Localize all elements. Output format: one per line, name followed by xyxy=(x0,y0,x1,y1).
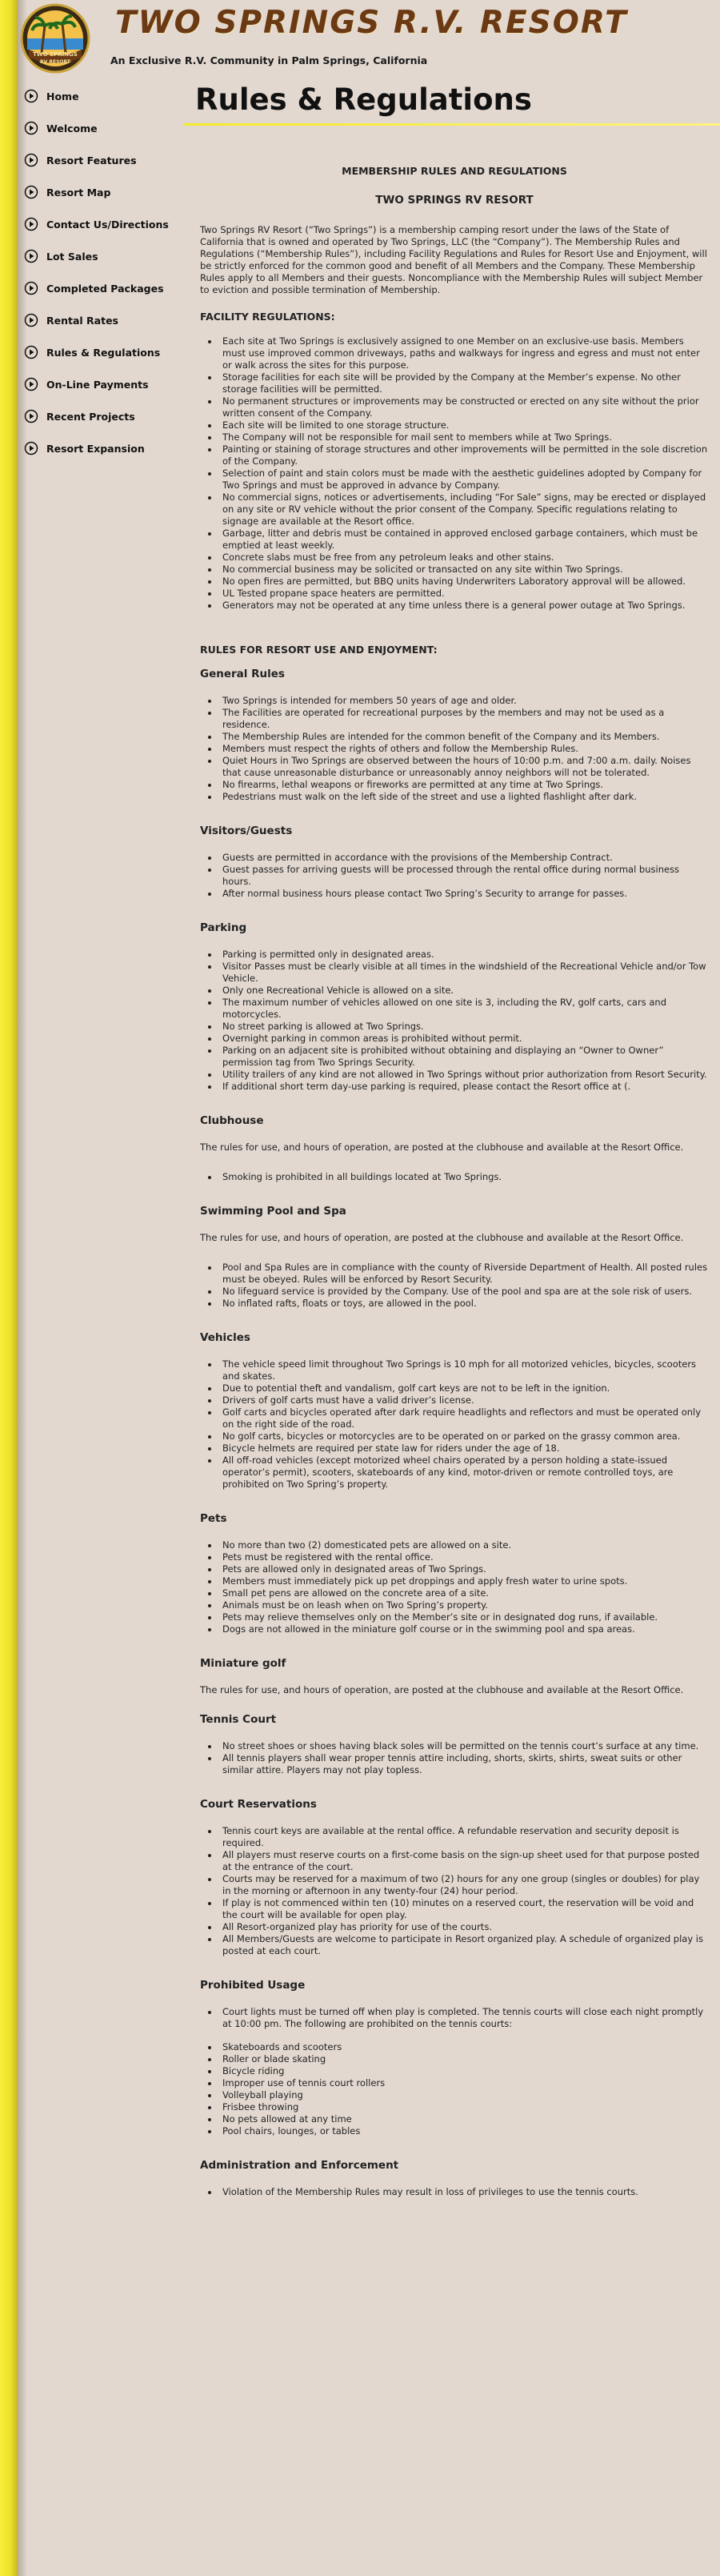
list-item: • Painting or staining of storage structures and other improvements will be permitted in the sole discretion of the Company. xyxy=(219,443,709,467)
list-item: • Storage facilities for each site will be provided by the Company at the Member’s expense. No other storage facilities will be permitted. xyxy=(219,371,709,395)
play-arrow-icon xyxy=(24,409,38,423)
list-item: • Two Springs is intended for members 50 years of age and older. xyxy=(219,695,709,707)
pool-list xyxy=(200,1262,709,1310)
nav-label: Home xyxy=(46,90,79,102)
play-arrow-icon xyxy=(24,185,38,199)
pool-heading: Swimming Pool and Spa xyxy=(200,1205,346,1218)
play-arrow-icon xyxy=(24,313,38,327)
nav-label: On-Line Payments xyxy=(46,378,149,391)
tennis-list xyxy=(200,1740,709,1776)
nav-item-contact[interactable] xyxy=(24,208,184,240)
golf-text: The rules for use, and hours of operation, are posted at the clubhouse and available at the Resort Office. xyxy=(200,1684,684,1695)
list-item: • Guest passes for arriving guests will be processed through the rental office during normal business hours. xyxy=(219,864,709,888)
prohibited-list xyxy=(200,2041,709,2137)
nav-item-rules[interactable] xyxy=(24,336,184,368)
facility-heading: FACILITY REGULATIONS: xyxy=(200,311,335,323)
nav-item-completed-packages[interactable] xyxy=(24,272,184,304)
general-rules-list xyxy=(200,695,709,803)
logo-text-top: TWO SPRINGS xyxy=(33,51,78,58)
nav-item-online-payments[interactable] xyxy=(24,368,184,400)
play-arrow-icon xyxy=(24,249,38,263)
site-title: TWO SPRINGS R.V. RESORT xyxy=(115,5,628,41)
list-item: • Guests are permitted in accordance with the provisions of the Membership Contract. xyxy=(219,852,709,864)
list-item: • Parking is permitted only in designated areas. xyxy=(219,949,709,961)
list-item: • Due to potential theft and vandalism, golf cart keys are not to be left in the ignition. xyxy=(219,1382,709,1394)
rules-content xyxy=(200,165,709,2221)
nav-item-welcome[interactable] xyxy=(24,112,184,144)
list-item: • No firearms, lethal weapons or fireworks are permitted at any time at Two Springs. xyxy=(219,779,709,791)
heading-underline xyxy=(184,123,720,126)
clubhouse-text: The rules for use, and hours of operation, are posted at the clubhouse and available at the Resort Office. xyxy=(200,1142,684,1153)
nav-item-resort-features[interactable] xyxy=(24,144,184,176)
list-item: • The vehicle speed limit throughout Two Springs is 10 mph for all motorized vehicles, bicycles, scooters and skates. xyxy=(219,1358,709,1382)
list-item: • No pets allowed at any time xyxy=(219,2113,709,2125)
play-arrow-icon xyxy=(24,121,38,135)
reservations-heading: Court Reservations xyxy=(200,1798,317,1811)
admin-heading: Administration and Enforcement xyxy=(200,2159,399,2172)
list-item: • Parking on an adjacent site is prohibited without obtaining and displaying an “Owner to Owner” permission tag from Two Springs Security. xyxy=(219,1045,709,1069)
nav-item-lot-sales[interactable] xyxy=(24,240,184,272)
clubhouse-heading: Clubhouse xyxy=(200,1114,264,1127)
list-item: • Utility trailers of any kind are not allowed in Two Springs without prior authorization from Resort Security. xyxy=(219,1069,709,1081)
site-tagline: An Exclusive R.V. Community in Palm Springs, California xyxy=(110,54,428,66)
list-item: • Dogs are not allowed in the miniature golf course or in the swimming pool and spa areas. xyxy=(219,1623,709,1635)
nav-item-resort-expansion[interactable] xyxy=(24,432,184,464)
nav-label: Completed Packages xyxy=(46,282,164,295)
list-item: • The Membership Rules are intended for the common benefit of the Company and its Members. xyxy=(219,731,709,743)
play-arrow-icon xyxy=(24,377,38,391)
admin-list xyxy=(200,2186,709,2198)
nav-label: Resort Features xyxy=(46,154,137,167)
nav-label: Resort Map xyxy=(46,186,111,199)
list-item: • Small pet pens are allowed on the concrete area of a site. xyxy=(219,1587,709,1599)
play-arrow-icon xyxy=(24,153,38,167)
list-item: • No open fires are permitted, but BBQ units having Underwriters Laboratory approval will be allowed. xyxy=(219,576,709,588)
nav-item-home[interactable] xyxy=(24,80,184,112)
vehicles-list xyxy=(200,1358,709,1491)
list-item: • Bicycle helmets are required per state law for riders under the age of 18. xyxy=(219,1442,709,1455)
list-item: • Volleyball playing xyxy=(219,2089,709,2101)
play-arrow-icon xyxy=(24,281,38,295)
list-item: • Each site at Two Springs is exclusively assigned to one Member on an exclusive-use basis. Members must use improved common driveways, paths and walkways for ingress and egress and must not enter or walk across the sites for this purpose. xyxy=(219,335,709,371)
list-item: • All tennis players shall wear proper tennis attire including, shorts, skirts, shirts, sweat suits or other similar attire. Players may not play topless. xyxy=(219,1752,709,1776)
list-item: • Only one Recreational Vehicle is allowed on a site. xyxy=(219,985,709,997)
nav-item-resort-map[interactable] xyxy=(24,176,184,208)
list-item: • Roller or blade skating xyxy=(219,2053,709,2065)
nav-label: Lot Sales xyxy=(46,250,98,263)
list-item: • UL Tested propane space heaters are permitted. xyxy=(219,588,709,600)
list-item: • Tennis court keys are available at the rental office. A refundable reservation and security deposit is required. xyxy=(219,1825,709,1849)
general-rules-heading: General Rules xyxy=(200,668,285,680)
pets-list xyxy=(200,1539,709,1635)
nav-label: Rental Rates xyxy=(46,314,119,327)
list-item: • Generators may not be operated at any time unless there is a general power outage at Two Springs. xyxy=(219,600,709,612)
list-item: • If additional short term day-use parking is required, please contact the Resort office at (. xyxy=(219,1081,709,1093)
list-item: • Golf carts and bicycles operated after dark require headlights and reflectors and must be operated only on the right side of the road. xyxy=(219,1406,709,1430)
nav-item-rental-rates[interactable] xyxy=(24,304,184,336)
list-item: • No street parking is allowed at Two Springs. xyxy=(219,1021,709,1033)
list-item: • Bicycle riding xyxy=(219,2065,709,2077)
clubhouse-list xyxy=(200,1171,709,1183)
list-item: • Frisbee throwing xyxy=(219,2101,709,2113)
list-item: • Improper use of tennis court rollers xyxy=(219,2077,709,2089)
list-item: • No commercial signs, notices or advertisements, including “For Sale” signs, may be erected or displayed on any site or RV vehicle without the prior consent of the Company. Specific regulations relating to signage are available at the Resort office. xyxy=(219,492,709,528)
page-title: Rules & Regulations xyxy=(195,82,532,117)
list-item: • The Company will not be responsible for mail sent to members while at Two Springs. xyxy=(219,431,709,443)
list-item: • No golf carts, bicycles or motorcycles are to be operated on or parked on the grassy common area. xyxy=(219,1430,709,1442)
list-item: • All off-road vehicles (except motorized wheel chairs operated by a person holding a state-issued operator’s permit), scooters, skateboards of any kind, motor-driven or remote controlled toys, are prohibited on Two Spring’s property. xyxy=(219,1455,709,1491)
resort-logo[interactable] xyxy=(18,3,93,74)
list-item: • After normal business hours please contact Two Spring’s Security to arrange for passes. xyxy=(219,888,709,900)
play-arrow-icon xyxy=(24,441,38,455)
list-item: • No commercial business may be solicited or transacted on any site within Two Springs. xyxy=(219,564,709,576)
list-item: • Quiet Hours in Two Springs are observed between the hours of 10:00 p.m. and 7:00 a.m. daily. Noises that cause unreasonable disturbance or unreasonably annoy neighbors will not be tolerated. xyxy=(219,755,709,779)
prohibited-lead-list xyxy=(200,2006,709,2030)
nav-label: Welcome xyxy=(46,122,98,134)
list-item: • No inflated rafts, floats or toys, are allowed in the pool. xyxy=(219,1298,709,1310)
logo-text-bottom: RV RESORT xyxy=(40,59,70,65)
list-item: • All Members/Guests are welcome to participate in Resort organized play. A schedule of organized play is posted at each court. xyxy=(219,1933,709,1957)
intro-paragraph: Two Springs RV Resort (“Two Springs”) is a membership camping resort under the laws of the State of California that is owned and operated by Two Springs, LLC (the “Company”). The Membership Rules and Regulations (“Membership Rules”), including Facility Regulations and Rules for Resort Use and Enjoyment, will be strictly enforced for the common good and benefit of all Members and the Company. These Membership Rules apply to all Members and their guests. Noncompliance with the Membership Rules will subject Member to eviction and possible termination of Membership. xyxy=(200,224,707,295)
left-accent-bar xyxy=(0,0,18,2576)
list-item: • Courts may be reserved for a maximum of two (2) hours for any one group (singles or doubles) for play in the morning or afternoon in any twenty-four (24) hour period. xyxy=(219,1873,709,1897)
parking-heading: Parking xyxy=(200,921,247,934)
list-item: • Garbage, litter and debris must be contained in approved enclosed garbage containers, which must be emptied at least weekly. xyxy=(219,528,709,552)
list-item: • The Facilities are operated for recreational purposes by the members and may not be used as a residence. xyxy=(219,707,709,731)
list-item: • No street shoes or shoes having black soles will be permitted on the tennis court’s surface at any time. xyxy=(219,1740,709,1752)
list-item: • Overnight parking in common areas is prohibited without permit. xyxy=(219,1033,709,1045)
list-item: • Pedestrians must walk on the left side of the street and use a lighted flashlight after dark. xyxy=(219,791,709,803)
list-item: • No more than two (2) domesticated pets are allowed on a site. xyxy=(219,1539,709,1551)
list-item: • Each site will be limited to one storage structure. xyxy=(219,419,709,431)
doc-subtitle: TWO SPRINGS RV RESORT xyxy=(375,194,534,207)
list-item: • No permanent structures or improvements may be constructed or erected on any site without the prior written consent of the Company. xyxy=(219,395,709,419)
play-arrow-icon xyxy=(24,89,38,103)
list-item: • Violation of the Membership Rules may result in loss of privileges to use the tennis courts. xyxy=(219,2186,709,2198)
visitors-heading: Visitors/Guests xyxy=(200,825,293,837)
sidebar-nav xyxy=(24,80,184,464)
parking-list xyxy=(200,949,709,1093)
list-item: • Members must immediately pick up pet droppings and apply fresh water to urine spots. xyxy=(219,1575,709,1587)
list-item: • All players must reserve courts on a first-come basis on the sign-up sheet used for that purpose posted at the entrance of the court. xyxy=(219,1849,709,1873)
nav-item-recent-projects[interactable] xyxy=(24,400,184,432)
doc-title: MEMBERSHIP RULES AND REGULATIONS xyxy=(342,165,567,177)
list-item: • Concrete slabs must be free from any petroleum leaks and other stains. xyxy=(219,552,709,564)
nav-label: Rules & Regulations xyxy=(46,346,161,359)
list-item: • Skateboards and scooters xyxy=(219,2041,709,2053)
list-item: • Pets must be registered with the rental office. xyxy=(219,1551,709,1563)
reservations-list xyxy=(200,1825,709,1957)
list-item: • Smoking is prohibited in all buildings located at Two Springs. xyxy=(219,1171,709,1183)
nav-label: Resort Expansion xyxy=(46,442,145,455)
list-item: • Animals must be on leash when on Two Spring’s property. xyxy=(219,1599,709,1611)
list-item: • No lifeguard service is provided by the Company. Use of the pool and spa are at the sole risk of users. xyxy=(219,1286,709,1298)
play-arrow-icon xyxy=(24,345,38,359)
list-item: • Pets are allowed only in designated areas of Two Springs. xyxy=(219,1563,709,1575)
pool-text: The rules for use, and hours of operation, are posted at the clubhouse and available at the Resort Office. xyxy=(200,1232,684,1243)
nav-label: Contact Us/Directions xyxy=(46,218,169,231)
visitors-list xyxy=(200,852,709,900)
list-item: • Members must respect the rights of others and follow the Membership Rules. xyxy=(219,743,709,755)
list-item: • Court lights must be turned off when play is completed. The tennis courts will close each night promptly at 10:00 pm. The following are prohibited on the tennis courts: xyxy=(219,2006,709,2030)
list-item: • Selection of paint and stain colors must be made with the aesthetic guidelines adopted by Company for Two Springs and must be approved in advance by Company. xyxy=(219,467,709,492)
golf-heading: Miniature golf xyxy=(200,1657,286,1670)
play-arrow-icon xyxy=(24,217,38,231)
list-item: • If play is not commenced within ten (10) minutes on a reserved court, the reservation will be void and the court will be available for open play. xyxy=(219,1897,709,1921)
list-item: • The maximum number of vehicles allowed on one site is 3, including the RV, golf carts, cars and motorcycles. xyxy=(219,997,709,1021)
list-item: • Pets may relieve themselves only on the Member’s site or in designated dog runs, if available. xyxy=(219,1611,709,1623)
nav-label: Recent Projects xyxy=(46,410,135,423)
rules-heading: RULES FOR RESORT USE AND ENJOYMENT: xyxy=(200,644,438,656)
list-item: • Pool chairs, lounges, or tables xyxy=(219,2125,709,2137)
list-item: • Visitor Passes must be clearly visible at all times in the windshield of the Recreational Vehicle and/or Tow Vehicle. xyxy=(219,961,709,985)
list-item: • All Resort-organized play has priority for use of the courts. xyxy=(219,1921,709,1933)
tennis-heading: Tennis Court xyxy=(200,1713,277,1726)
prohibited-heading: Prohibited Usage xyxy=(200,1979,306,1992)
facility-list xyxy=(200,335,709,612)
vehicles-heading: Vehicles xyxy=(200,1331,250,1344)
list-item: • Drivers of golf carts must have a valid driver’s license. xyxy=(219,1394,709,1406)
pets-heading: Pets xyxy=(200,1512,227,1525)
list-item: • Pool and Spa Rules are in compliance with the county of Riverside Department of Health. All posted rules must be obeyed. Rules will be enforced by Resort Security. xyxy=(219,1262,709,1286)
